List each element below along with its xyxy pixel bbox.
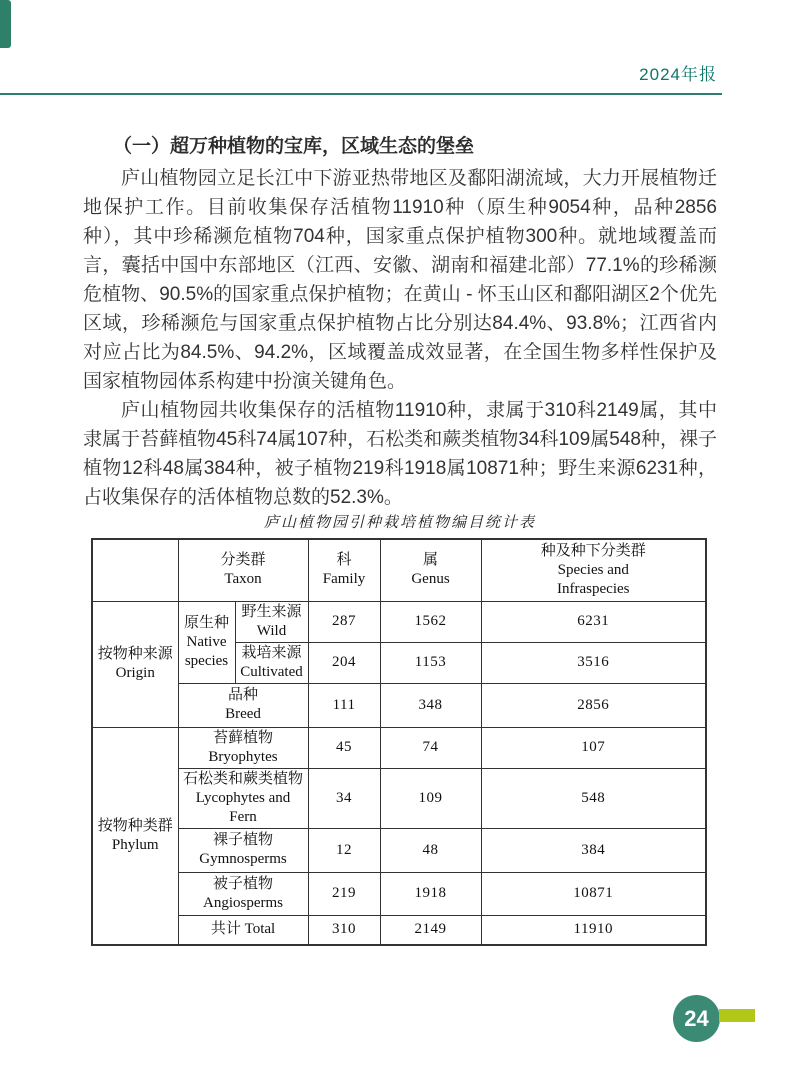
table-row-lycophytes-fern: 石松类和蕨类植物 Lycophytes and Fern 34 109 548 [92,768,706,828]
page-number-badge [673,995,720,1042]
section-title: （一）超万种植物的宝库，区域生态的堡垒 [113,136,475,157]
header-family: 科 Family [308,539,380,601]
row-label: 品种 Breed [178,683,308,727]
table-row-breed: 品种 Breed 111 348 2856 [92,683,706,727]
header-blank-cell [92,539,178,601]
table-header-row [92,539,706,601]
row-label: 裸子植物 Gymnosperms [178,828,308,872]
header-year-label: 2024年报 [639,65,717,84]
page-number: 24 [684,1005,709,1031]
row-label: 被子植物 Angiosperms [178,872,308,915]
table-row-bryophytes: 按物种类群 Phylum 苔藓植物 Bryophytes 45 74 107 [92,727,706,768]
group-native-species: 原生种 Native species [178,601,235,683]
plant-statistics-table [91,538,707,946]
row-label: 栽培来源 Cultivated [235,642,308,683]
table-caption: 庐山植物园引种栽培植物编目统计表 [263,515,536,531]
group-phylum: 按物种类群 Phylum [92,727,178,945]
table-row-wild: 按物种来源 Origin 原生种 Native species 野生来源 Wild 287 1562 6231 [92,601,706,642]
row-label-total: 共计 Total [178,915,308,945]
table-row-cultivated: 栽培来源 Cultivated 204 1153 3516 [92,642,706,683]
paragraph-collection-statistics: 庐山植物园共收集保存的活植物11910种，隶属于310科2149属，其中隶属于苔藓植物45科74属107种，石松类和蕨类植物34科109属548种，裸子植物12科48属384种，被子植物219科1918属10871种；野生来源6231种，占收集保存的活体植物总数的52.3%。 [83,400,717,508]
row-label: 苔藓植物 Bryophytes [178,727,308,768]
corner-tab-decoration [0,0,11,48]
paragraph-conservation-overview: 庐山植物园立足长江中下游亚热带地区及鄱阳湖流域，大力开展植物迁地保护工作。目前收集保存活植物11910种（原生种9054种，品种2856种），其中珍稀濒危植物704种，国家重点保护植物300种。就地域覆盖而言，囊括中国中东部地区（江西、安徽、湖南和福建北部）77.1%的珍稀濒危植物、90.5%的国家重点保护植物；在黄山 - 怀玉山区和鄱阳湖区2个优先区域，珍稀濒危与国家重点保护植物占比分别达84.4%、93.8%；江西省内对应占比为84.5%、94.2%，区域覆盖成效显著，在全国生物多样性保护及国家植物园体系构建中扮演关键角色。 [83,168,717,392]
header-taxon: 分类群 Taxon [178,539,308,601]
header-genus: 属 Genus [380,539,481,601]
group-origin: 按物种来源 Origin [92,601,178,727]
page-content [83,134,717,946]
page-badge-bar [719,1009,755,1022]
row-label: 野生来源 Wild [235,601,308,642]
header-rule [0,93,722,95]
row-label: 石松类和蕨类植物 Lycophytes and Fern [178,768,308,828]
table-row-total: 共计 Total 310 2149 11910 [92,915,706,945]
table-row-angiosperms: 被子植物 Angiosperms 219 1918 10871 [92,872,706,915]
header-species: 种及种下分类群 Species and Infraspecies [481,539,706,601]
table-row-gymnosperms: 裸子植物 Gymnosperms 12 48 384 [92,828,706,872]
